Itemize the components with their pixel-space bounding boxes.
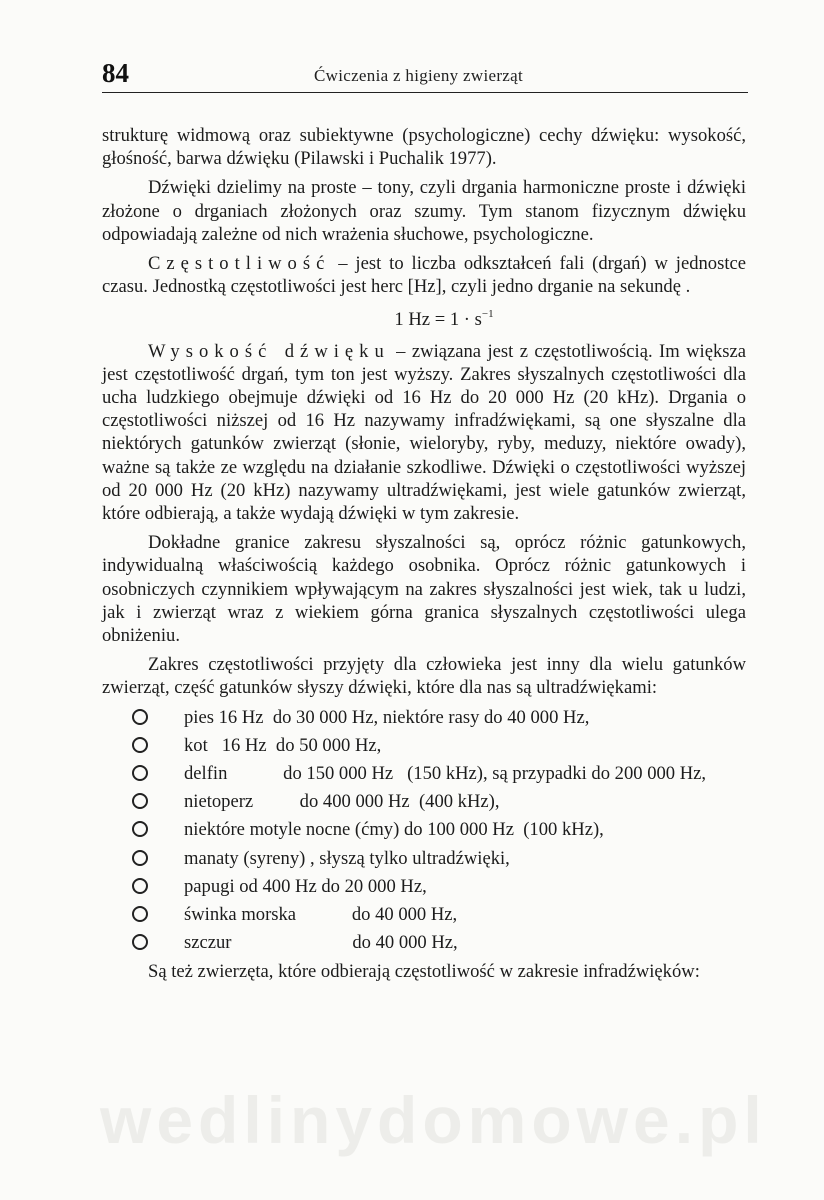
list-item xyxy=(132,875,746,898)
term-pitch: Wysokość dźwięku xyxy=(148,340,390,362)
paragraph-hearing-limits: Dokładne granice zakresu słyszalności są, oprócz różnic gatunkowych, indywidualną właściwością każdego osobnika. Oprócz różnic gatunkowych i osobniczych czynnikiem wpływającym na zakres słyszalności jest wiek, tak u ludzi, jak i zwierząt wraz z wiekiem górna granica słyszalnych częstotliwości ulega obniżeniu. xyxy=(102,532,746,647)
header-rule xyxy=(102,92,748,93)
list-item-text: niektóre motyle nocne (ćmy) do 100 000 Hz (100 kHz), xyxy=(184,819,604,841)
list-item xyxy=(132,931,746,954)
list-item-text: papugi od 400 Hz do 20 000 Hz, xyxy=(184,875,427,897)
list-item xyxy=(132,734,746,757)
list-item-text: kot 16 Hz do 50 000 Hz, xyxy=(184,734,382,756)
page-body xyxy=(102,124,746,989)
frequency-definition: – jest to liczba odkształceń fali (drgań) w jednostce czasu. Jednostką częstotliwości jest herc [Hz], czyli jedno drganie na sekundę . xyxy=(102,253,746,298)
pitch-definition: – związana jest z częstotliwością. Im większa jest częstotliwość drgań, tym ton jest wyższy. Zakres słyszalnych częstotliwości dla ucha ludzkiego obejmuje dźwięki od 16 Hz do 20 000 Hz (20 kHz). Drgania o częstotliwości niższej od 16 Hz nazywamy infradźwiękami, są one słyszalne dla niektórych gatunków zwierząt (słonie, wieloryby, ryby, meduzy, niektóre owady), ważne są także ze względu na działanie szkodliwe. Dźwięki o częstotliwości wyższej od 20 000 Hz (20 kHz) nazywamy ultradźwiękami, jest wiele gatunków zwierząt, które odbierają, a także wydają dźwięki w tym zakresie. xyxy=(102,340,747,525)
list-item-text: delfin do 150 000 Hz (150 kHz), są przypadki do 200 000 Hz, xyxy=(184,763,707,785)
hollow-circle-icon xyxy=(132,709,148,725)
running-header-title: Ćwiczenia z higieny zwierząt xyxy=(314,66,523,85)
animal-hearing-list xyxy=(102,706,746,955)
hollow-circle-icon xyxy=(132,906,148,922)
hertz-formula xyxy=(102,308,746,331)
list-item xyxy=(132,762,746,785)
list-item-text: nietoperz do 400 000 Hz (400 kHz), xyxy=(184,791,500,813)
paragraph-frequency xyxy=(102,252,746,298)
page-number: 84 xyxy=(102,58,129,88)
hollow-circle-icon xyxy=(132,821,148,837)
paragraph-infrasound-animals: Są też zwierzęta, które odbierają częstotliwość w zakresie infradźwięków: xyxy=(148,960,700,982)
paragraph-animal-range: Zakres częstotliwości przyjęty dla człowieka jest inny dla wielu gatunków zwierząt, część gatunków słyszy dźwięki, które dla nas są ultradźwiękami: xyxy=(102,654,746,699)
paragraph-pitch xyxy=(102,340,746,526)
list-item xyxy=(132,818,746,841)
paragraph-sound-types: Dźwięki dzielimy na proste – tony, czyli drgania harmoniczne proste i dźwięki złożone o drganiach złożonych oraz szumy. Tym stanom fizycznym dźwięku odpowiadają zależne od nich wrażenia słuchowe, psychologiczne. xyxy=(102,177,746,245)
list-item-text: świnka morska do 40 000 Hz, xyxy=(184,904,458,926)
list-item-text: szczur do 40 000 Hz, xyxy=(184,932,458,954)
paragraph-spectral: strukturę widmową oraz subiektywne (psychologiczne) cechy dźwięku: wysokość, głośność, barwa dźwięku (Pilawski i Puchalik 1977). xyxy=(102,125,746,170)
list-item xyxy=(132,790,746,813)
hollow-circle-icon xyxy=(132,850,148,866)
hollow-circle-icon xyxy=(132,934,148,950)
hollow-circle-icon xyxy=(132,878,148,894)
hollow-circle-icon xyxy=(132,793,148,809)
hollow-circle-icon xyxy=(132,765,148,781)
list-item xyxy=(132,903,746,926)
watermark: wedlinydomowe.pl xyxy=(100,1083,767,1157)
list-item xyxy=(132,706,746,729)
formula-exponent: −1 xyxy=(481,308,494,321)
list-item-text: manaty (syreny) , słyszą tylko ultradźwięki, xyxy=(184,847,510,869)
formula-main: 1 Hz = 1 · s xyxy=(394,309,482,331)
hollow-circle-icon xyxy=(132,737,148,753)
term-frequency: Częstotliwość xyxy=(148,253,331,275)
list-item xyxy=(132,847,746,870)
list-item-text: pies 16 Hz do 30 000 Hz, niektóre rasy do 40 000 Hz, xyxy=(184,706,590,728)
